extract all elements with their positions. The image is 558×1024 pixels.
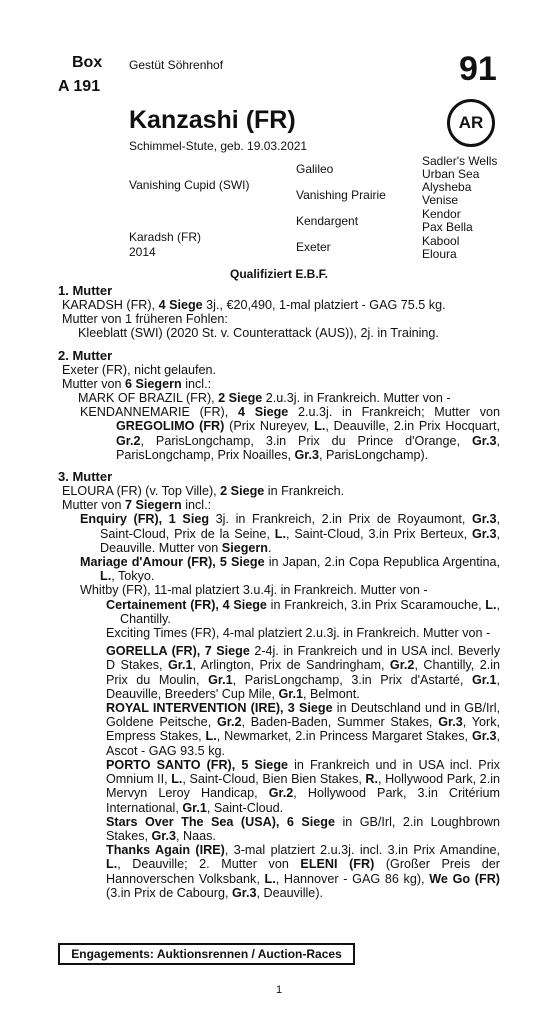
page-number: 1 [275,984,283,996]
pedigree-g-4: Venise [422,193,459,207]
produce-line: Exciting Times (FR), 4-mal platziert 2.u.3j. in Frankreich. Mutter von - [106,626,491,641]
box-number: A 191 [58,78,101,95]
pedigree-g-1: Sadler's Wells [422,154,498,168]
third-dam-winners: Mutter von 7 Siegern incl.: [62,498,212,513]
pedigree-g-6: Pax Bella [422,220,473,234]
pedigree-dam-sire: Kendargent [296,214,359,228]
pedigree-sire-dam: Vanishing Prairie [296,188,386,202]
produce-line: Enquiry (FR), 1 Sieg 3j. in Frankreich, 2.in Prix de Royaumont, Gr.3, Saint-Cloud, Prix de la Seine, L., Saint-Cloud, 3.in Prix Berteux, Gr.3, Deauville. Mutter von Siegern. [80,512,501,555]
pedigree-g-8: Eloura [422,247,457,261]
section-heading: 3. Mutter [58,469,113,485]
ar-badge: AR [447,99,495,147]
pedigree-g-3: Alysheba [422,180,472,194]
lot-number: 91 [459,50,497,88]
produce-line: MARK OF BRAZIL (FR), 2 Siege 2.u.3j. in Frankreich. Mutter von - [78,391,451,406]
produce-line: GORELLA (FR), 7 Siege 2-4j. in Frankreich und in USA incl. Beverly D Stakes, Gr.1, Arlington, Prix de Sandringham, Gr.2, Chantilly, 2.in Prix du Moulin, Gr.1, ParisLongchamp, 3.in Prix d'Astarté, Gr.1, Deauville, Breeders' Cup Mile, Gr.1, Belmont. [106,644,501,701]
box-label: Box [72,54,103,71]
pedigree-sire-sire: Galileo [296,162,334,176]
catalogue-content [58,284,500,900]
engagements-box: Engagements: Auktionsrennen / Auction-Races [58,943,355,965]
second-dam-line: Exeter (FR), nicht gelaufen. [62,362,216,377]
produce-line: Stars Over The Sea (USA), 6 Siege in GB/Irl, 2.in Loughbrown Stakes, Gr.3, Naas. [106,814,500,843]
pedigree-g-5: Kendor [422,207,461,221]
produce-line: Thanks Again (IRE), 3-mal platziert 2.u.3j. incl. 3.in Prix Amandine, L., Deauville; 2. Mutter von ELENI (FR) (Großer Preis der Hannoverschen Volksbank, L., Hannover - GAG 86 kg), We Go (FR) (3.in Prix de Cabourg, Gr.3, Deauville). [106,843,501,900]
section-heading: 2. Mutter [58,347,113,363]
second-dam-winners: Mutter von 6 Siegern incl.: [62,376,212,391]
stud-name: Gestüt Söhrenhof [129,58,224,72]
qualification: Qualifiziert E.B.F. [229,267,328,281]
dam-line: KARADSH (FR), 4 Siege 3j., €20,490, 1-mal platziert - GAG 75.5 kg. [62,298,446,312]
produce-line: ROYAL INTERVENTION (IRE), 3 Siege in Deutschland und in GB/Irl, Goldene Peitsche, Gr.2, Baden-Baden, Summer Stakes, Gr.3, York, Empress Stakes, L., Newmarket, 2.in Princess Margaret Stakes, Gr.3, Ascot - GAG 93.5 kg. [106,701,500,758]
section-heading: 1. Mutter [58,283,113,298]
pedigree-g-2: Urban Sea [422,167,480,181]
horse-info: Schimmel-Stute, geb. 19.03.2021 [129,139,308,153]
pedigree-dam: Karadsh (FR) [129,230,202,244]
pedigree-sire: Vanishing Cupid (SWI) [129,178,250,192]
third-dam-line: ELOURA (FR) (v. Top Ville), 2 Siege in Frankreich. [62,484,345,499]
horse-name: Kanzashi (FR) [129,106,296,134]
produce-line: Mariage d'Amour (FR), 5 Siege in Japan, 2.in Copa Republica Argentina, L., Tokyo. [80,555,501,584]
dam-produce-heading: Mutter von 1 früheren Fohlen: [62,312,228,327]
produce-line: KENDANNEMARIE (FR), 4 Siege 2.u.3j. in Frankreich; Mutter von GREGOLIMO (FR) (Prix Nureyev, L., Deauville, 2.in Prix Hocquart, Gr.2, ParisLongchamp, 3.in Prix du Prince d'Orange, Gr.3, ParisLongchamp, Prix Noailles, Gr.3, ParisLongchamp). [80,405,500,462]
produce-line: Certainement (FR), 4 Siege in Frankreich, 3.in Prix Scaramouche, L., Chantilly. [106,597,500,626]
produce-line: Whitby (FR), 11-mal platziert 3.u.4j. in Frankreich. Mutter von - [80,583,428,598]
pedigree-dam-year: 2014 [129,245,156,259]
produce-line: PORTO SANTO (FR), 5 Siege in Frankreich und in USA incl. Prix Omnium II, L., Saint-Cloud, Bien Bien Stakes, R., Hollywood Park, 2.in Mervyn Leroy Handicap, Gr.2, Hollywood Park, 3.in Critérium International, Gr.1, Saint-Cloud. [106,757,500,815]
pedigree-dam-dam: Exeter [296,240,331,254]
pedigree-g-7: Kabool [422,234,460,248]
produce-line: Kleeblatt (SWI) (2020 St. v. Counterattack (AUS)), 2j. in Training. [78,326,439,341]
